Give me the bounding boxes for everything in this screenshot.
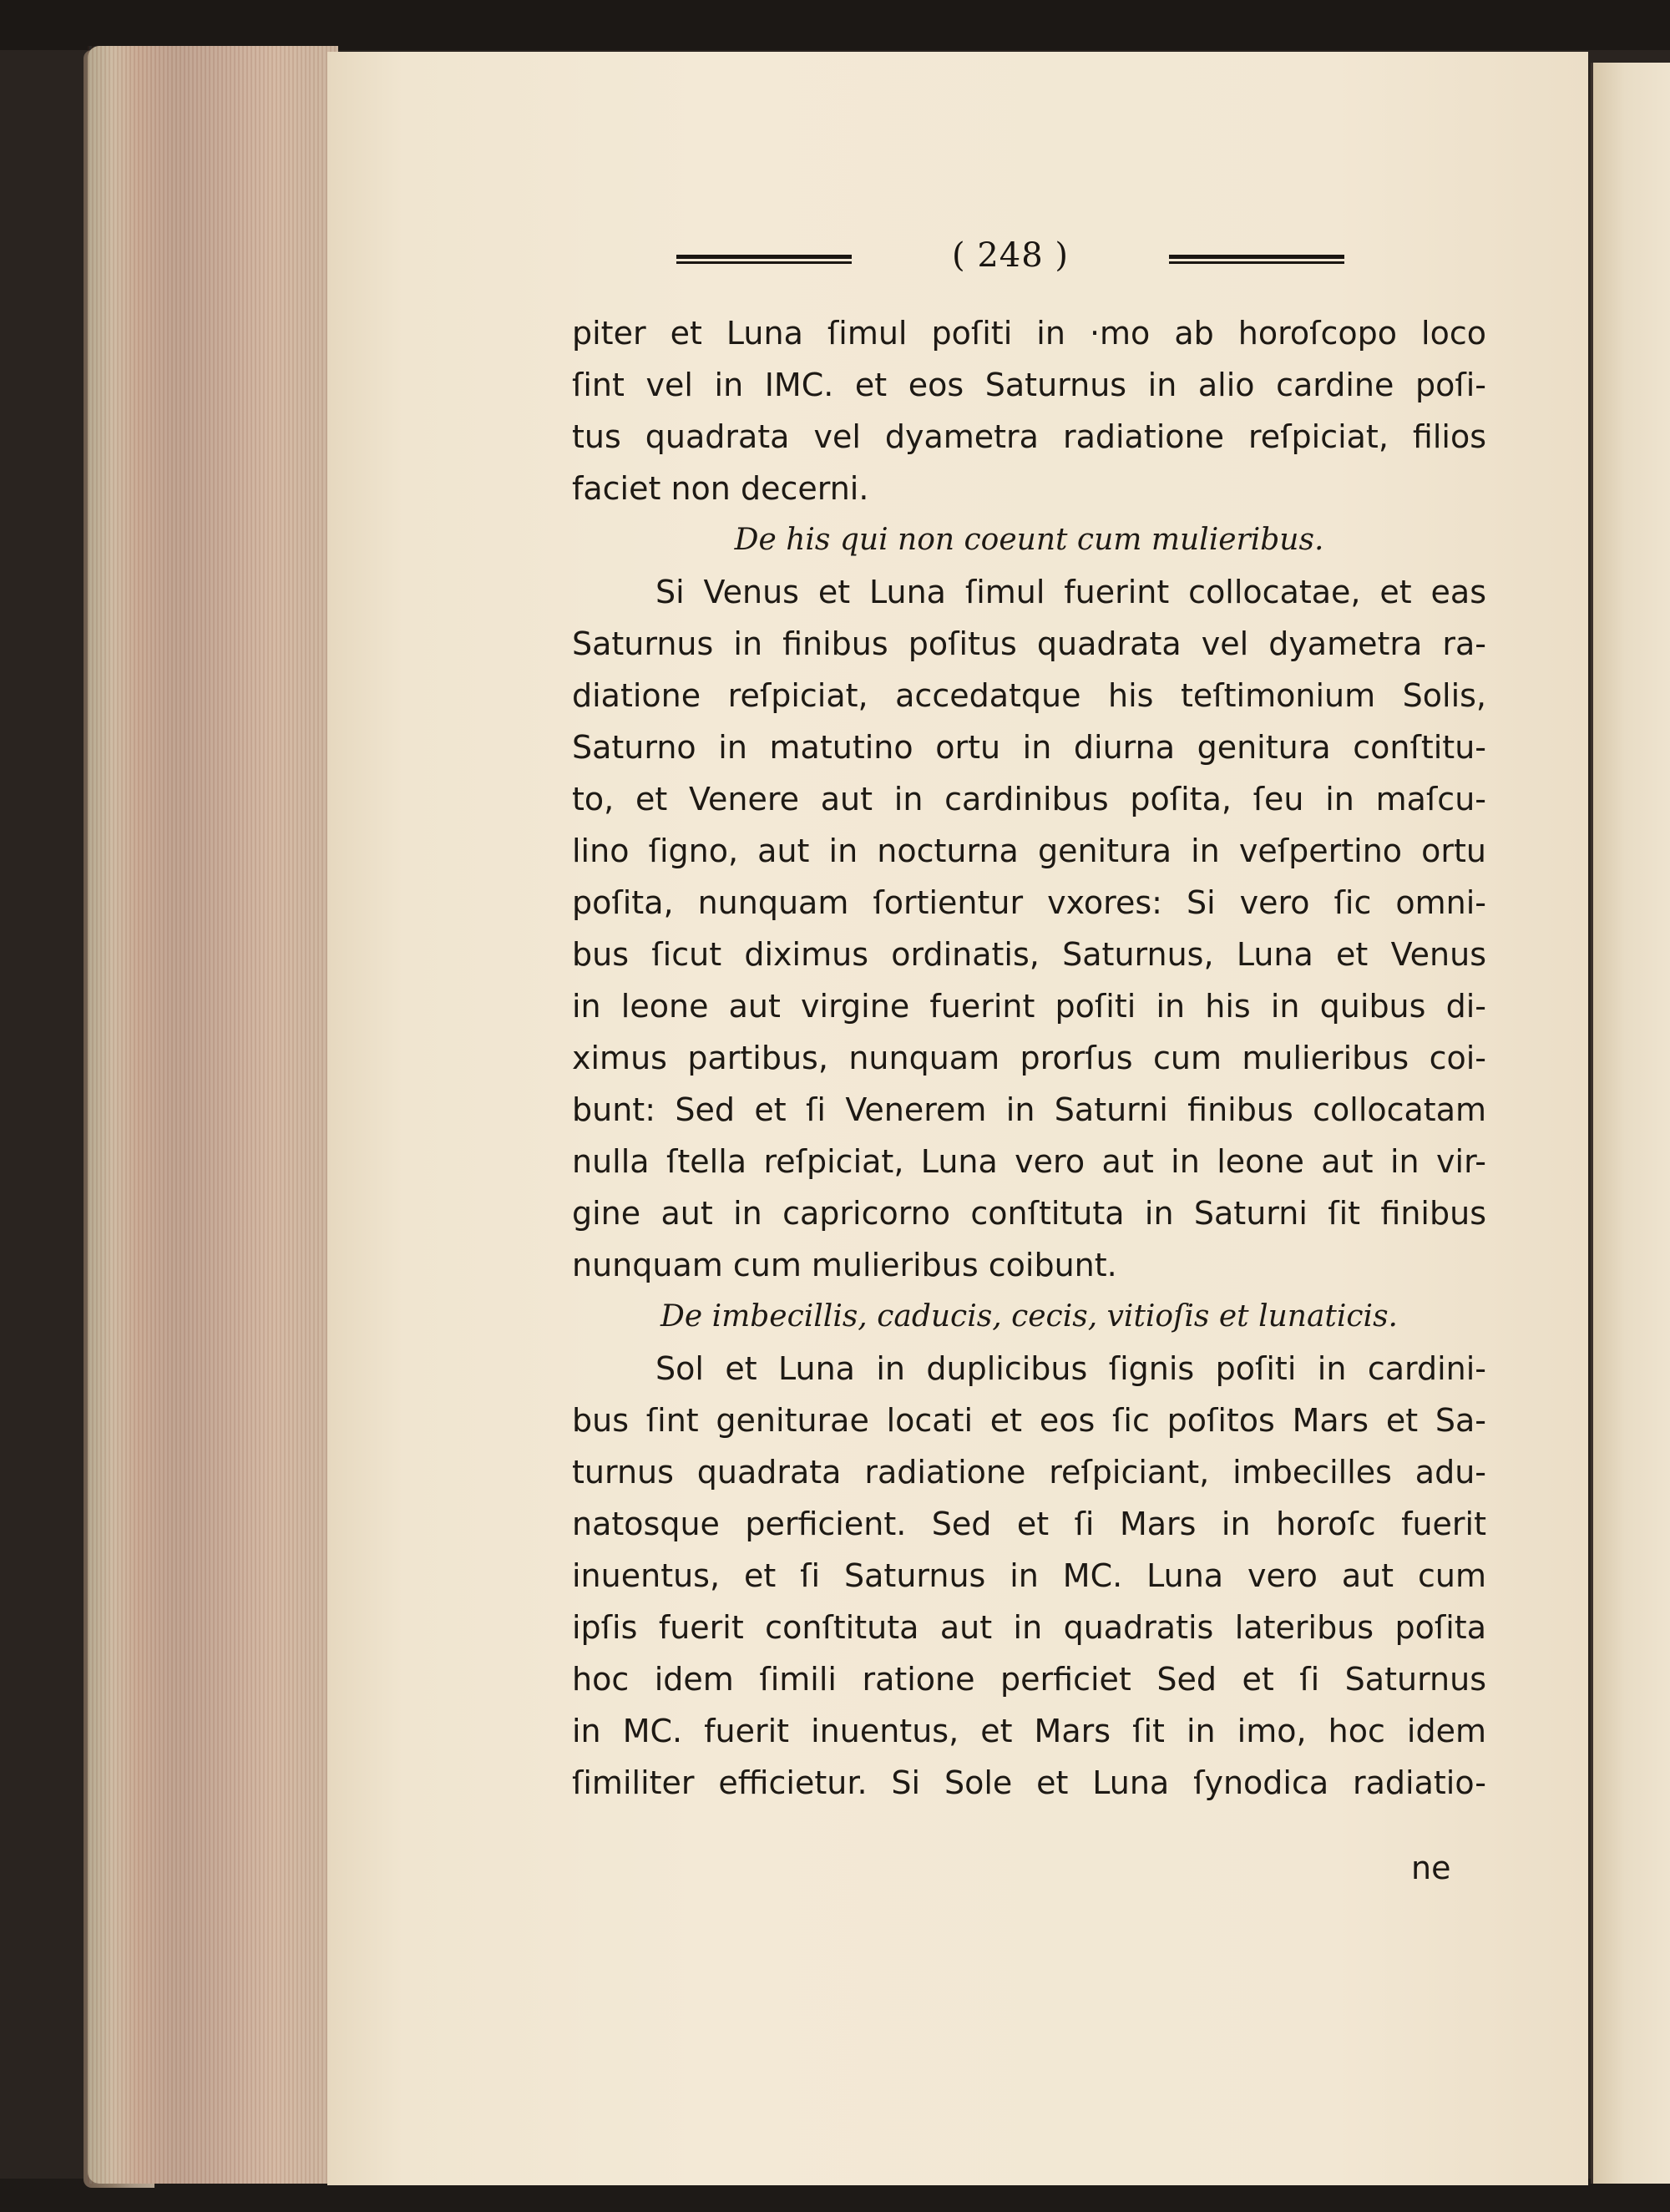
text-line: ſimiliter efficietur. Si Sole et Luna ſynodica radiatio- (572, 1764, 1486, 1801)
text-line: to, et Venere aut in cardinibus poſita, ſeu in maſcu- (572, 781, 1486, 817)
text-line: tus quadrata vel dyametra radiatione reſpiciat, filios (572, 418, 1486, 455)
text-line: inuentus, et ſi Saturnus in MC. Luna vero aut cum (572, 1557, 1486, 1594)
scan-background-top (0, 0, 1670, 50)
text-line: bus ſicut diximus ordinatis, Saturnus, Luna et Venus (572, 936, 1486, 973)
section-heading: De his qui non coeunt cum mulieribus. (734, 523, 1324, 557)
text-line: Sol et Luna in duplicibus ſignis poſiti in cardini- (655, 1350, 1486, 1387)
text-line: gine aut in capricorno conſtituta in Saturni ſit finibus (572, 1195, 1486, 1232)
text-line: nulla ſtella reſpiciat, Luna vero aut in leone aut in vir- (572, 1143, 1486, 1180)
text-line: hoc idem ſimili ratione perficiet Sed et ſi Saturnus (572, 1661, 1486, 1698)
text-line: faciet non decerni. (572, 470, 869, 507)
text-line: poſita, nunquam ſortientur vxores: Si vero ſic omni- (572, 884, 1486, 921)
text-line: bunt: Sed et ſi Venerem in Saturni finibus collocatam (572, 1091, 1486, 1128)
section-heading: De imbecillis, caducis, cecis, vitioſis et lunaticis. (660, 1299, 1398, 1334)
book-page-edges (88, 46, 338, 2184)
text-line: ximus partibus, nunquam prorſus cum mulieribus coi- (572, 1040, 1486, 1076)
text-line: Si Venus et Luna ſimul fuerint collocatae, et eas (655, 574, 1486, 610)
text-line: turnus quadrata radiatione reſpiciant, imbecilles adu- (572, 1454, 1486, 1491)
text-line: ipſis fuerit conſtituta aut in quadratis lateribus poſita (572, 1609, 1486, 1646)
catchword: ne (1411, 1850, 1451, 1886)
text-line: bus ſint geniturae locati et eos ſic poſitos Mars et Sa- (572, 1402, 1486, 1439)
page-text (572, 307, 1486, 1809)
facing-page-edge (1591, 63, 1670, 2184)
header-rule-right (1169, 255, 1344, 266)
page-header (651, 236, 1403, 286)
text-line: in MC. fuerit inuentus, et Mars ſit in imo, hoc idem (572, 1713, 1486, 1749)
text-line: Saturno in matutino ortu in diurna genitura conſtitu- (572, 729, 1486, 766)
text-line: nunquam cum mulieribus coibunt. (572, 1247, 1117, 1283)
text-line: Saturnus in finibus poſitus quadrata vel dyametra ra- (572, 625, 1486, 662)
header-rule-left (676, 255, 852, 266)
text-line: in leone aut virgine fuerint poſiti in his in quibus di- (572, 988, 1486, 1025)
text-line: natosque perficient. Sed et ſi Mars in horoſc fuerit (572, 1506, 1486, 1542)
text-line: lino ſigno, aut in nocturna genitura in veſpertino ortu (572, 833, 1486, 869)
text-line: diatione reſpiciat, accedatque his teſtimonium Solis, (572, 677, 1486, 714)
page-number: ( 248 ) (952, 236, 1069, 275)
text-line: ſint vel in IMC. et eos Saturnus in alio cardine poſi- (572, 367, 1486, 403)
text-line: piter et Luna ſimul poſiti in ·mo ab horoſcopo loco (572, 315, 1486, 352)
